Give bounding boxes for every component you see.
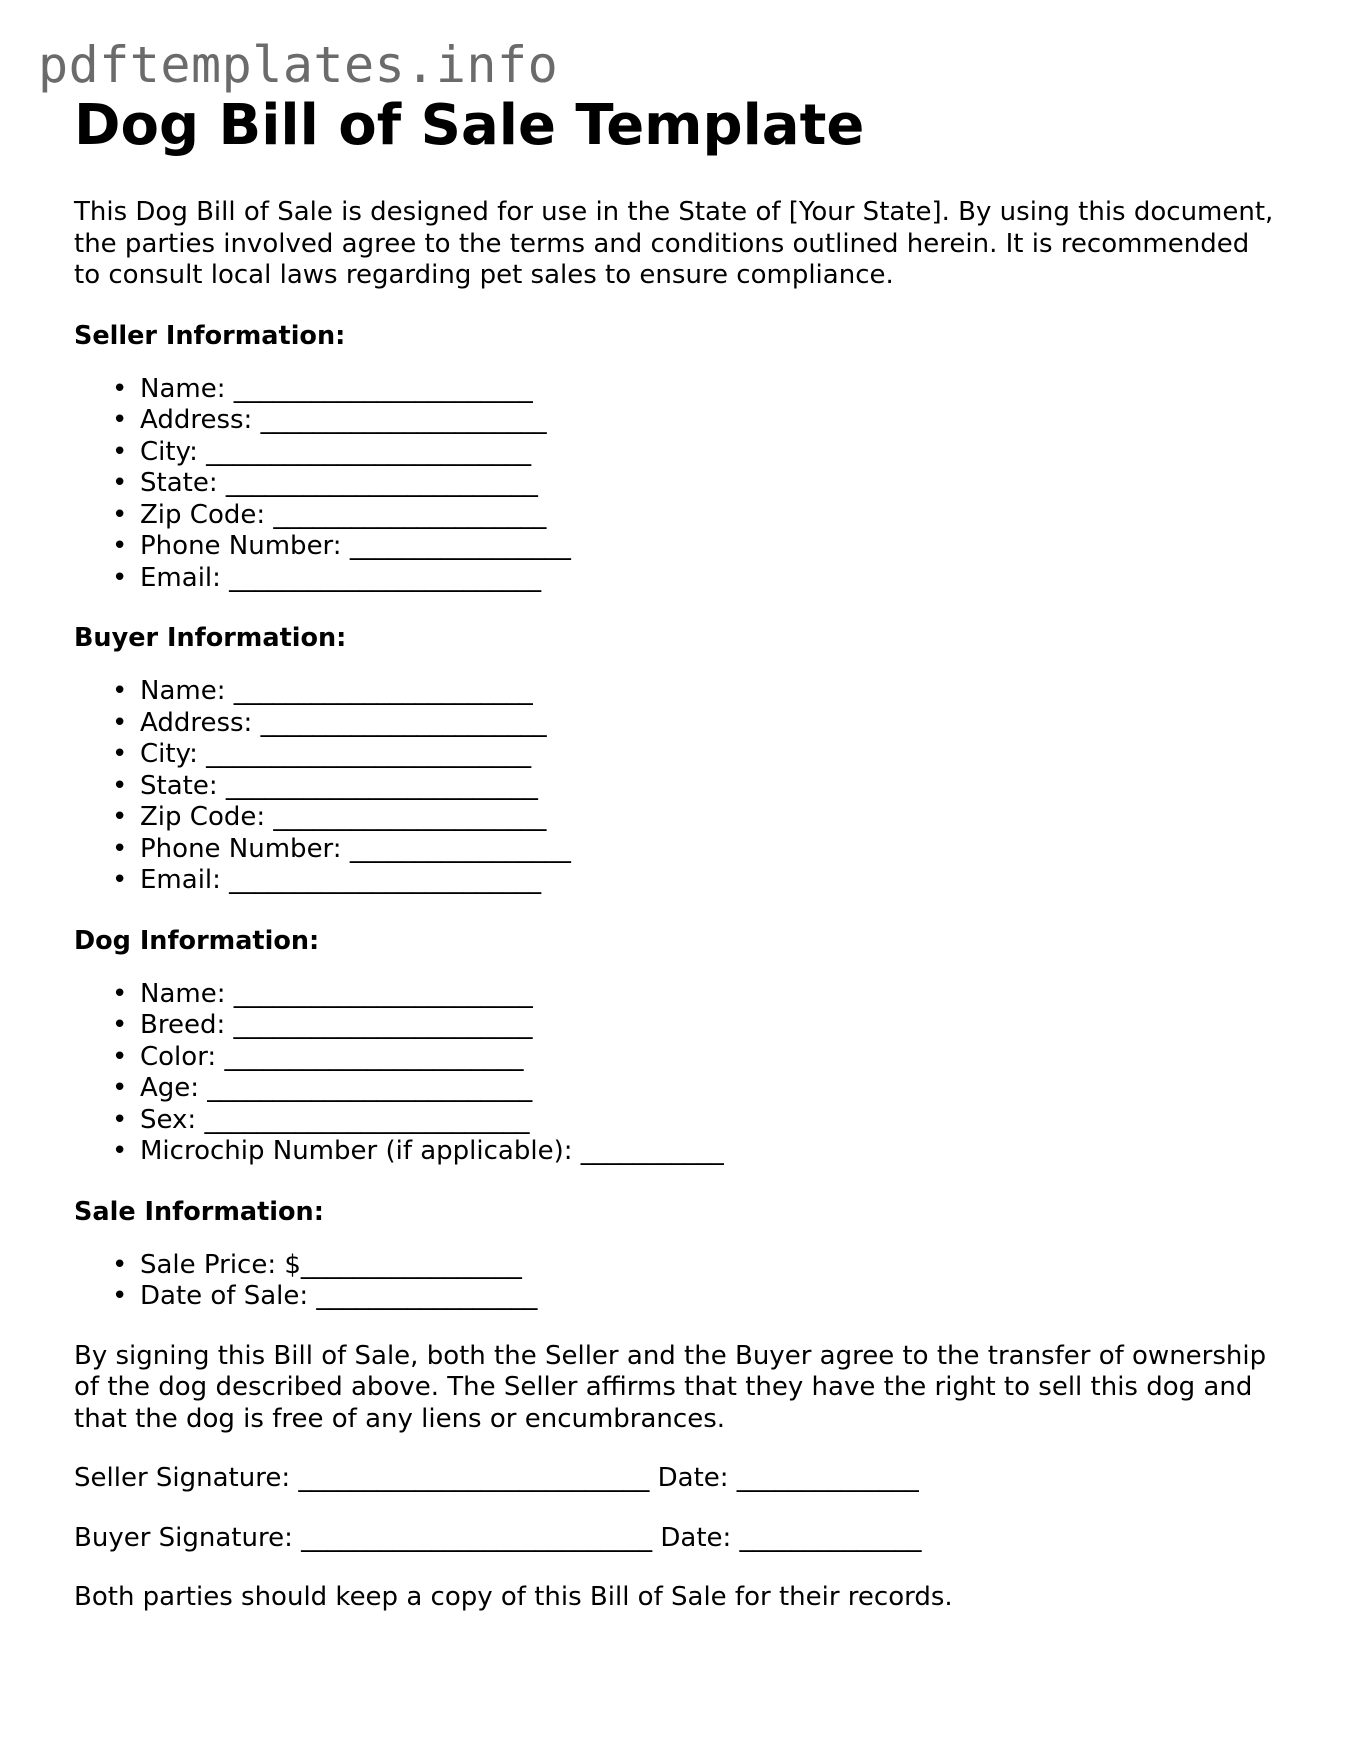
buyer-field-name[interactable]: • Name: _______________________ bbox=[112, 676, 533, 707]
seller-field-phone[interactable]: • Phone Number: _________________ bbox=[112, 531, 571, 562]
bullet-icon: • bbox=[112, 1041, 128, 1072]
bullet-icon: • bbox=[112, 770, 128, 801]
bullet-icon: • bbox=[112, 531, 128, 562]
agreement-paragraph: By signing this Bill of Sale, both the Seller and the Buyer agree to the transfer of ownership of the dog described above. The Seller affirms that they have the right to sell this dog and that the dog is free of any liens or encumbrances. bbox=[74, 1340, 1267, 1434]
bullet-icon: • bbox=[112, 1010, 128, 1041]
buyer-fields bbox=[74, 676, 1274, 897]
dog-fields bbox=[74, 979, 1274, 1168]
buyer-signature-line[interactable]: Buyer Signature: ___________________________ Date: ______________ bbox=[74, 1522, 922, 1553]
bullet-icon: • bbox=[112, 1281, 128, 1312]
seller-field-zip[interactable]: • Zip Code: _____________________ bbox=[112, 499, 547, 530]
sale-fields bbox=[74, 1250, 1274, 1313]
bullet-icon: • bbox=[112, 739, 128, 770]
dog-field-sex[interactable]: • Sex: _________________________ bbox=[112, 1104, 530, 1135]
bullet-icon: • bbox=[112, 802, 128, 833]
bullet-icon: • bbox=[112, 978, 128, 1009]
bullet-icon: • bbox=[112, 1249, 128, 1280]
bullet-icon: • bbox=[112, 1073, 128, 1104]
sale-field-price[interactable]: • Sale Price: $_________________ bbox=[112, 1249, 522, 1280]
seller-field-name[interactable]: • Name: _______________________ bbox=[112, 373, 533, 404]
dog-field-microchip[interactable]: • Microchip Number (if applicable): ___________ bbox=[112, 1136, 724, 1167]
seller-heading: Seller Information: bbox=[74, 320, 346, 351]
dog-field-color[interactable]: • Color: _______________________ bbox=[112, 1041, 524, 1072]
seller-field-email[interactable]: • Email: ________________________ bbox=[112, 562, 542, 593]
dog-field-name[interactable]: • Name: _______________________ bbox=[112, 978, 533, 1009]
seller-field-state[interactable]: • State: ________________________ bbox=[112, 468, 538, 499]
bullet-icon: • bbox=[112, 707, 128, 738]
bullet-icon: • bbox=[112, 436, 128, 467]
bullet-icon: • bbox=[112, 865, 128, 896]
bullet-icon: • bbox=[112, 499, 128, 530]
dog-field-breed[interactable]: • Breed: _______________________ bbox=[112, 1010, 533, 1041]
buyer-field-zip[interactable]: • Zip Code: _____________________ bbox=[112, 802, 547, 833]
bullet-icon: • bbox=[112, 833, 128, 864]
bullet-icon: • bbox=[112, 676, 128, 707]
closing-note: Both parties should keep a copy of this Bill of Sale for their records. bbox=[74, 1582, 953, 1613]
buyer-field-email[interactable]: • Email: ________________________ bbox=[112, 865, 542, 896]
buyer-field-state[interactable]: • State: ________________________ bbox=[112, 770, 538, 801]
watermark: pdftemplates.info bbox=[38, 36, 559, 94]
buyer-field-address[interactable]: • Address: ______________________ bbox=[112, 707, 547, 738]
bullet-icon: • bbox=[112, 1104, 128, 1135]
seller-fields bbox=[74, 374, 1274, 595]
bullet-icon: • bbox=[112, 405, 128, 436]
buyer-field-phone[interactable]: • Phone Number: _________________ bbox=[112, 833, 571, 864]
page-title: Dog Bill of Sale Template bbox=[74, 93, 865, 158]
bullet-icon: • bbox=[112, 468, 128, 499]
bullet-icon: • bbox=[112, 1136, 128, 1167]
sale-field-date[interactable]: • Date of Sale: _________________ bbox=[112, 1281, 538, 1312]
seller-field-address[interactable]: • Address: ______________________ bbox=[112, 405, 547, 436]
buyer-heading: Buyer Information: bbox=[74, 623, 347, 654]
bullet-icon: • bbox=[112, 562, 128, 593]
seller-field-city[interactable]: • City: _________________________ bbox=[112, 436, 532, 467]
document bbox=[74, 92, 1274, 1614]
dog-heading: Dog Information: bbox=[74, 925, 320, 956]
intro-paragraph: This Dog Bill of Sale is designed for use in the State of [Your State]. By using this document, the parties involved agree to the terms and conditions outlined herein. It is recommended to consult local laws regarding pet sales to ensure compliance. bbox=[74, 197, 1274, 291]
seller-signature-line[interactable]: Seller Signature: ___________________________ Date: ______________ bbox=[74, 1463, 919, 1494]
dog-field-age[interactable]: • Age: _________________________ bbox=[112, 1073, 533, 1104]
sale-heading: Sale Information: bbox=[74, 1196, 324, 1227]
buyer-field-city[interactable]: • City: _________________________ bbox=[112, 739, 532, 770]
bullet-icon: • bbox=[112, 373, 128, 404]
